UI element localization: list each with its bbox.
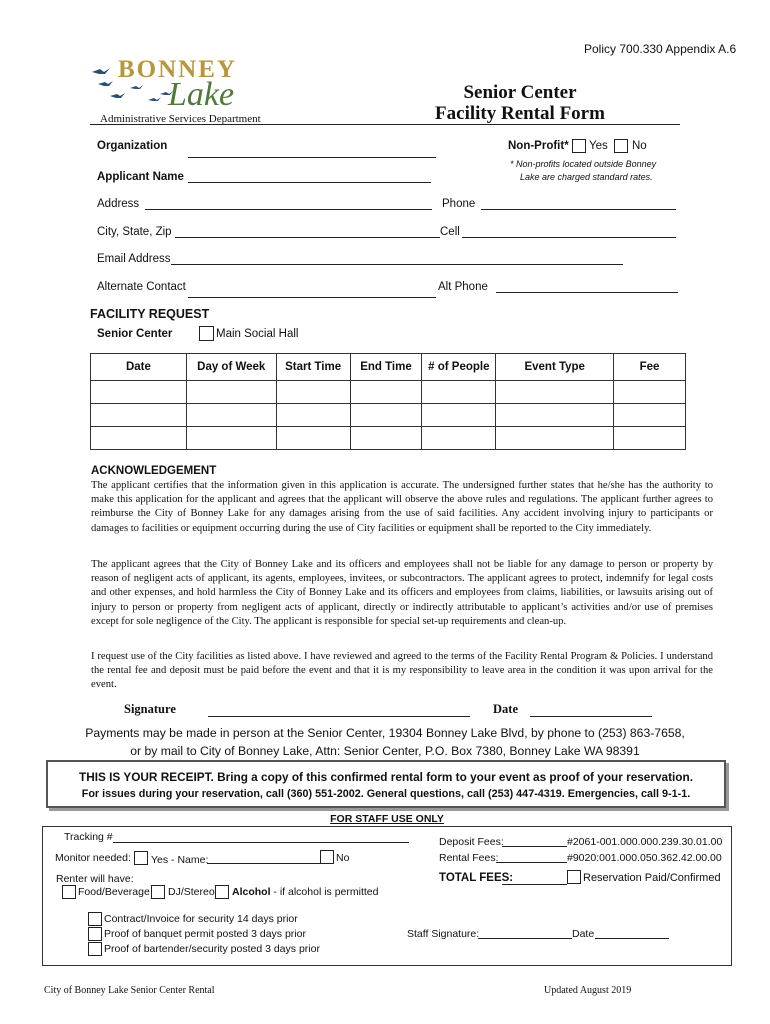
nonprofit-note-2: Lake are charged standard rates. [520, 172, 653, 182]
rental-fees-label: Rental Fees: [439, 852, 499, 864]
staff-signature-label: Staff Signature: [407, 928, 480, 940]
reservation-paid-label: Reservation Paid/Confirmed [583, 872, 721, 884]
table-cell[interactable] [186, 404, 276, 427]
staff-date-label: Date [572, 928, 595, 940]
total-fees-field[interactable] [502, 884, 567, 885]
department-name: Administrative Services Department [100, 113, 261, 125]
table-cell[interactable] [422, 427, 496, 450]
facility-request-heading: FACILITY REQUEST [90, 307, 210, 321]
acknowledgement-paragraph-2: The applicant agrees that the City of Bonney Lake and its officers and employees shall not be liable for any damage to person or property by reason of negligent acts of applicant, its agents, employees, invitees, or subcontractors. The applicant agrees to protect, indemnify for legal costs and other expenses, and hold harmless the City of Bonney Lake and its officers and employees from claims, liabilities, or lawsuits arising out of injury to person or property from negligent acts of applicant, directly or indirectly attributable to applicant’s activities and/or use of premises except for sole negligence of the City. The applicant is responsible for special set-up requirements and clean-up. [91, 559, 713, 627]
city-state-zip-label: City, State, Zip [97, 226, 172, 238]
alt-phone-field[interactable] [496, 292, 678, 293]
organization-field[interactable] [188, 157, 436, 158]
form-title-line1: Senior Center [463, 82, 577, 103]
monitor-no-checkbox[interactable] [320, 850, 334, 864]
table-cell[interactable] [350, 427, 422, 450]
footer-right: Updated August 2019 [544, 985, 632, 996]
table-row [91, 404, 686, 427]
email-field[interactable] [171, 264, 623, 265]
table-cell[interactable] [496, 404, 614, 427]
applicant-name-label: Applicant Name [97, 171, 184, 183]
bartender-label: Proof of bartender/security posted 3 days prior [104, 943, 320, 955]
contract-label: Contract/Invoice for security 14 days prior [104, 913, 298, 925]
alcohol-word: Alcohol [232, 886, 271, 898]
signature-label: Signature [124, 702, 176, 716]
table-cell[interactable] [276, 381, 350, 404]
table-cell[interactable] [496, 427, 614, 450]
table-cell[interactable] [422, 404, 496, 427]
table-cell[interactable] [350, 404, 422, 427]
address-field[interactable] [145, 209, 432, 210]
column-header: # of People [422, 354, 496, 381]
nonprofit-yes-label: Yes [589, 140, 608, 152]
renter-will-have-label: Renter will have: [56, 873, 134, 885]
rental-fees-field[interactable] [496, 862, 567, 863]
facility-request-table [90, 353, 686, 450]
footer-left: City of Bonney Lake Senior Center Rental [44, 985, 215, 996]
payment-info-line2: or by mail to City of Bonney Lake, Attn: Senior Center, P.O. Box 7380, Bonney Lake WA 98391 [130, 744, 640, 758]
table-cell[interactable] [614, 404, 686, 427]
main-hall-checkbox[interactable] [199, 326, 214, 341]
email-label: Email Address [97, 253, 171, 265]
logo-word-lake: Lake [168, 76, 235, 113]
signature-date-field[interactable] [530, 716, 652, 717]
address-label: Address [97, 198, 140, 210]
acknowledgement-heading: ACKNOWLEDGEMENT [91, 465, 217, 477]
table-cell[interactable] [614, 427, 686, 450]
staff-use-heading: FOR STAFF USE ONLY [330, 813, 444, 825]
table-cell[interactable] [186, 427, 276, 450]
table-cell[interactable] [422, 381, 496, 404]
senior-center-label: Senior Center [97, 328, 173, 340]
table-cell[interactable] [91, 381, 187, 404]
banquet-permit-checkbox[interactable] [88, 927, 102, 941]
receipt-line2: For issues during your reservation, call (360) 551-2002. General questions, call (253) 447-4319. Emergencies, call 9-1-1. [81, 788, 691, 800]
monitor-yes-name-label: Yes - Name: [151, 854, 209, 866]
payment-info-line1: Payments may be made in person at the Senior Center, 19304 Bonney Lake Blvd, by phone to (253) 863-7658, [85, 726, 685, 740]
city-state-zip-field[interactable] [175, 237, 440, 238]
nonprofit-label: Non-Profit* [508, 140, 569, 152]
table-cell[interactable] [496, 381, 614, 404]
table-row [91, 427, 686, 450]
nonprofit-note-1: * Non-profits located outside Bonney [510, 159, 657, 169]
dj-stereo-label: DJ/Stereo [168, 886, 215, 898]
alternate-contact-label: Alternate Contact [97, 281, 186, 293]
phone-field[interactable] [481, 209, 676, 210]
form-title-line2: Facility Rental Form [435, 103, 605, 124]
acknowledgement-paragraph-1: The applicant certifies that the information given in this application is accurate. The undersigned further states that he/she has the authority to make this application for the applicant and agrees that the applicant will observe the above rules and regulations. The applicant further agrees to reimburse the City of Bonney Lake for any damages arising from the use of said facilities. Any accident involving injury to participants or damages to facilities or equipment occurring during the use of City facilities or equipment shall be reported to the City immediately. [91, 480, 713, 534]
column-header: Start Time [276, 354, 350, 381]
table-row [91, 381, 686, 404]
applicant-name-field[interactable] [188, 182, 431, 183]
food-beverage-checkbox[interactable] [62, 885, 76, 899]
table-cell[interactable] [91, 404, 187, 427]
contract-checkbox[interactable] [88, 912, 102, 926]
table-cell[interactable] [186, 381, 276, 404]
logo-word-bonney: BONNEY [118, 56, 237, 83]
column-header: Date [91, 354, 187, 381]
city-logo [90, 58, 290, 118]
table-cell[interactable] [91, 427, 187, 450]
signature-date-label: Date [493, 702, 518, 716]
column-header: End Time [350, 354, 422, 381]
table-cell[interactable] [350, 381, 422, 404]
tracking-field[interactable] [113, 842, 409, 843]
deposit-account-code: #2061-001.000.000.239.30.01.00 [567, 836, 723, 848]
main-hall-label: Main Social Hall [216, 328, 299, 340]
staff-signature-field[interactable] [478, 938, 572, 939]
receipt-notice-box [46, 760, 726, 808]
organization-label: Organization [97, 140, 168, 152]
total-fees-label: TOTAL FEES: [439, 872, 514, 884]
phone-label: Phone [442, 198, 476, 210]
monitor-yes-checkbox[interactable] [134, 851, 148, 865]
column-header: Day of Week [186, 354, 276, 381]
cell-label: Cell [440, 226, 460, 238]
column-header: Fee [614, 354, 686, 381]
staff-date-field[interactable] [595, 938, 669, 939]
cell-field[interactable] [462, 237, 676, 238]
monitor-needed-label: Monitor needed: [55, 852, 131, 864]
bartender-checkbox[interactable] [88, 942, 102, 956]
table-cell[interactable] [276, 404, 350, 427]
table-cell[interactable] [276, 427, 350, 450]
dj-stereo-checkbox[interactable] [151, 885, 165, 899]
banquet-permit-label: Proof of banquet permit posted 3 days prior [104, 928, 306, 940]
acknowledgement-paragraph-3: I request use of the City facilities as listed above. I have reviewed and agreed to the terms of the Facility Rental Program & Policies. I understand the rental fee and deposit must be paid before the event and that it is my responsibility to leave area in the condition it was upon arrival for the event. [91, 651, 713, 691]
table-cell[interactable] [614, 381, 686, 404]
food-beverage-label: Food/Beverage [78, 886, 150, 898]
deposit-fees-label: Deposit Fees: [439, 836, 504, 848]
column-header: Event Type [496, 354, 614, 381]
deposit-fees-field[interactable] [502, 846, 567, 847]
tracking-label: Tracking # [64, 831, 113, 843]
table-header-row [91, 354, 686, 381]
reservation-paid-checkbox[interactable] [567, 870, 581, 884]
receipt-line1: THIS IS YOUR RECEIPT. Bring a copy of this confirmed rental form to your event as proof of your reservation. [79, 770, 693, 784]
nonprofit-no-label: No [632, 140, 647, 152]
alcohol-note: - if alcohol is permitted [270, 886, 379, 898]
alternate-contact-field[interactable] [188, 297, 436, 298]
rental-account-code: #9020:001.000.050.362.42.00.00 [567, 852, 722, 864]
alcohol-label [232, 886, 378, 898]
signature-field[interactable] [208, 716, 470, 717]
nonprofit-yes-checkbox[interactable] [572, 139, 586, 153]
nonprofit-no-checkbox[interactable] [614, 139, 628, 153]
monitor-name-field[interactable] [207, 863, 320, 864]
alcohol-checkbox[interactable] [215, 885, 229, 899]
alt-phone-label: Alt Phone [438, 281, 488, 293]
monitor-no-label: No [336, 852, 350, 864]
policy-reference: Policy 700.330 Appendix A.6 [584, 42, 737, 56]
